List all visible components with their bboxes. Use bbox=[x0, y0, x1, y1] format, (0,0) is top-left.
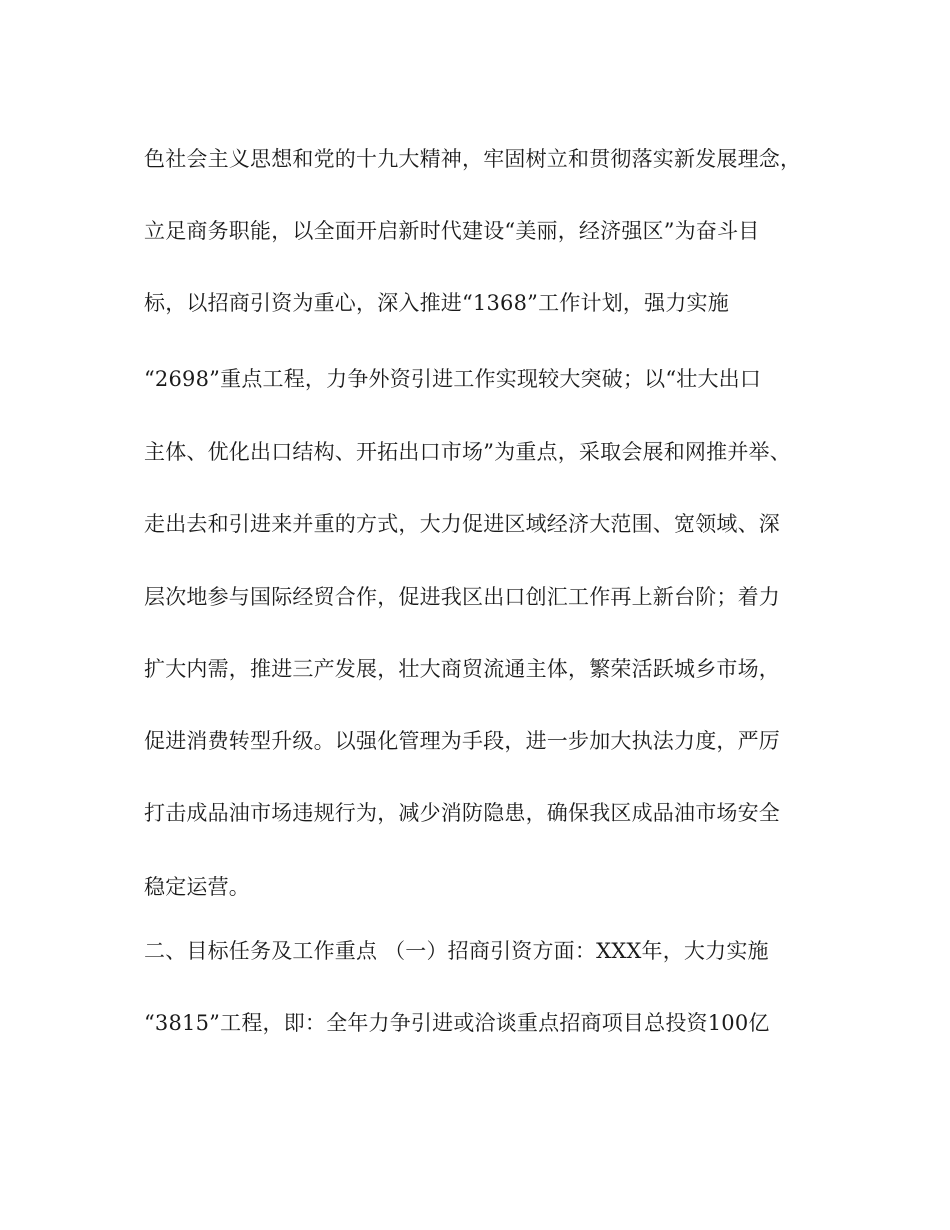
text-line-13: “3815”工程，即：全年力争引进或洽谈重点招商项目总投资100亿 bbox=[144, 1011, 770, 1035]
text-line-8: 扩大内需，推进三产发展，壮大商贸流通主体，繁荣活跃城乡市场， bbox=[144, 657, 780, 681]
text-line-2: 立足商务职能，以全面开启新时代建设“美丽，经济强区”为奋斗目 bbox=[144, 219, 760, 243]
text-line-9: 促进消费转型升级。以强化管理为手段，进一步加大执法力度，严厉 bbox=[144, 729, 780, 753]
text-line-12: 二、目标任务及工作重点 （一）招商引资方面：XXX年，大力实施 bbox=[144, 939, 769, 963]
text-line-3: 标，以招商引资为重心，深入推进“1368”工作计划，强力实施 bbox=[144, 291, 729, 315]
text-line-11: 稳定运营。 bbox=[144, 875, 250, 899]
text-line-1: 色社会主义思想和党的十九大精神，牢固树立和贯彻落实新发展理念， bbox=[144, 147, 802, 171]
text-line-4: “2698”重点工程，力争外资引进工作实现较大突破；以“壮大出口 bbox=[144, 367, 762, 391]
text-line-5: 主体、优化出口结构、开拓出口市场”为重点，采取会展和网推并举、 bbox=[144, 440, 791, 464]
text-line-10: 打击成品油市场违规行为，减少消防隐患，确保我区成品油市场安全 bbox=[144, 801, 780, 825]
text-line-7: 层次地参与国际经贸合作，促进我区出口创汇工作再上新台阶；着力 bbox=[144, 585, 780, 609]
text-line-6: 走出去和引进来并重的方式，大力促进区域经济大范围、宽领域、深 bbox=[144, 512, 780, 536]
